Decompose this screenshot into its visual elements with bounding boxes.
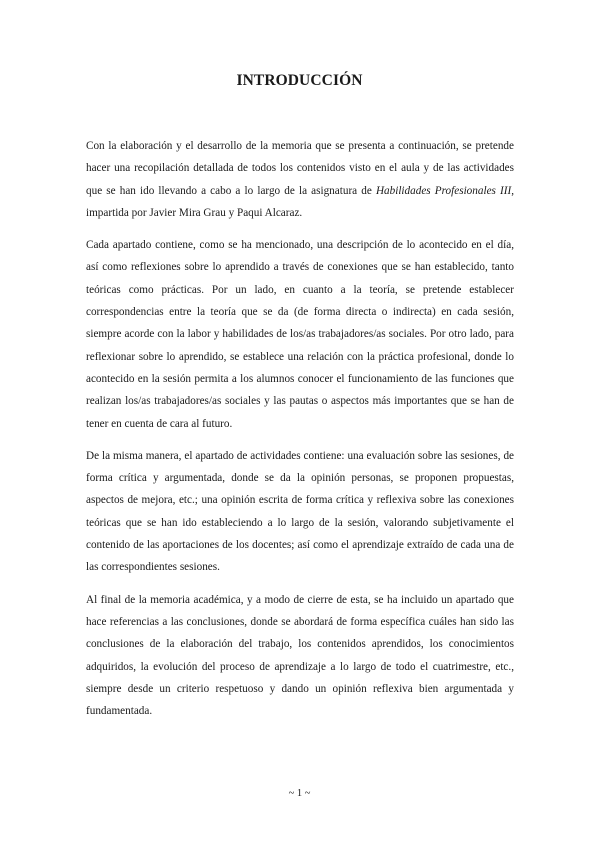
course-name: Habilidades Profesionales III: [375, 184, 512, 197]
paragraph-1-text-start: Con la elaboración y el desarrollo de la memoria que se presenta a continuación, se pretende hacer una recopilación detallada de todos los contenidos visto en el aula y de las actividades que se han ido llevando a cabo a lo largo de la asignatura de: [86, 140, 514, 197]
paragraph-4: Al final de la memoria académica, y a modo de cierre de esta, se ha incluido un apartado que hace referencias a las conclusiones, donde se abordará de forma específica cuáles han sido las conclusiones de la elaboración del trabajo, los contenidos aprendidos, los conocimientos adquiridos, la evolución del proceso de aprendizaje a lo largo de todo el cuatrimestre, etc., siempre desde un criterio respetuoso y dando un opinión reflexiva bien argumentada y fundamentada.: [86, 593, 514, 718]
page-title: INTRODUCCIÓN: [236, 72, 363, 89]
page-number: ~ 1 ~: [288, 788, 311, 799]
paragraph-1: [86, 135, 514, 224]
paragraph-3: De la misma manera, el apartado de actividades contiene: una evaluación sobre las sesiones, de forma crítica y argumentada, donde se da la opinión personas, se proponen propuestas, aspectos de mejora, etc.; una opinión escrita de forma crítica y reflexiva sobre las conexiones teóricas que se han ido estableciendo a lo largo de la sesión, valorando subjetivamente el contenido de las aportaciones de los docentes; así como el aprendizaje extraído de cada una de las correspondientes sesiones.: [86, 449, 514, 574]
paragraph-2: Cada apartado contiene, como se ha mencionado, una descripción de lo acontecido en el día, así como reflexiones sobre lo aprendido a través de conexiones que se han establecido, tanto teóricas como prácticas. Por un lado, en cuanto a la teoría, se pretende establecer correspondencias entre la teoría que se da (de forma directa o indirecta) en cada sesión, siempre acorde con la labor y habilidades de los/as trabajadores/as sociales. Por otro lado, para reflexionar sobre lo aprendido, se establece una relación con la práctica profesional, donde lo acontecido en la sesión permita a los alumnos conocer el funcionamiento de las funciones que realizan los/as trabajadores/as sociales y las pautas o aspectos más importantes que se han de tener en cuenta de cara al futuro.: [86, 239, 514, 430]
body-text: [86, 135, 514, 732]
paragraph-1-text-end: , impartida por Javier Mira Grau y Paqui Alcaraz.: [86, 184, 514, 219]
